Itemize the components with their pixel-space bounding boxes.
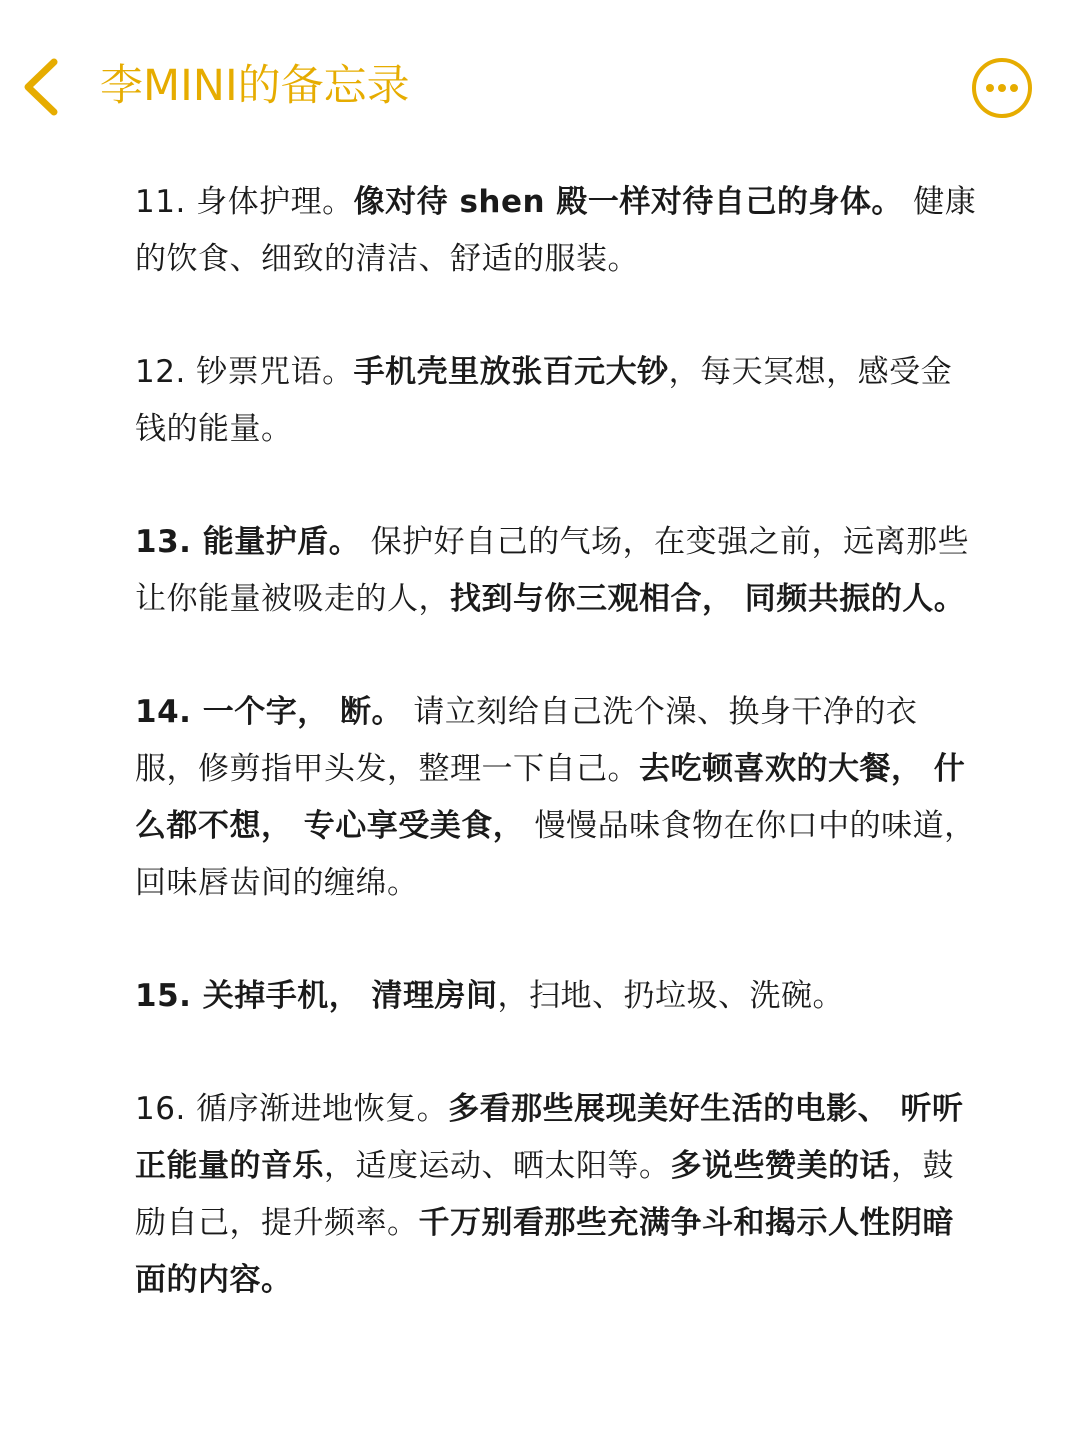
more-horizontal-icon xyxy=(971,57,1033,119)
chevron-left-icon xyxy=(14,52,74,122)
note-text: ，扫地、扔垃圾、洗碗。 xyxy=(497,978,844,1014)
note-text-bold: 多说些赞美的话 xyxy=(670,1148,891,1184)
note-item-12 xyxy=(135,344,980,458)
note-text-bold: 14. 一个字， 断。 xyxy=(135,694,404,730)
note-item-13 xyxy=(135,514,980,628)
note-item-15 xyxy=(135,968,980,1025)
note-text-bold: 13. 能量护盾。 xyxy=(135,524,361,560)
note-text-bold: 多看那些展现美好生活的电影、 听听正能量的音乐 xyxy=(135,1091,964,1184)
note-text-bold: 手机壳里放张百元大钞 xyxy=(353,354,669,390)
note-text: 保护好自己的气场，在变强之前，远离那些让你能量被吸走的人， xyxy=(135,524,970,617)
note-text: 慢慢品味食物在你口中的味道，回味唇齿间的缠绵。 xyxy=(135,808,976,901)
note-item-11 xyxy=(135,174,980,288)
note-text: 12. 钞票咒语。 xyxy=(135,354,354,390)
note-text: ，鼓励自己，提升频率。 xyxy=(135,1148,954,1241)
note-text-bold: 去吃顿喜欢的大餐， 什么都不想， 专心享受美食， xyxy=(135,751,966,844)
note-text: 健康的饮食、细致的清洁、舒适的服装。 xyxy=(135,184,977,277)
note-text-bold: 像对待 shen 殿一样对待自己的身体。 xyxy=(353,184,903,220)
note-text: 11. 身体护理。 xyxy=(135,184,354,220)
note-text-bold: 找到与你三观相合， 同频共振的人。 xyxy=(450,581,966,617)
more-options-button[interactable] xyxy=(971,57,1033,119)
note-item-16 xyxy=(135,1081,980,1309)
note-content[interactable] xyxy=(135,174,980,1309)
note-text: 16. 循序渐进地恢复。 xyxy=(135,1091,449,1127)
app-header xyxy=(0,0,1080,175)
note-item-14 xyxy=(135,684,980,912)
note-text-bold: 千万别看那些充满争斗和揭示人性阴暗面的内容。 xyxy=(135,1205,954,1298)
note-text: ，适度运动、晒太阳等。 xyxy=(324,1148,671,1184)
back-button[interactable] xyxy=(14,52,74,122)
page-title: 李MINI的备忘录 xyxy=(100,61,410,111)
note-text: 请立刻给自己洗个澡、换身干净的衣服，修剪指甲头发，整理一下自己。 xyxy=(135,694,918,787)
note-text: ，每天冥想，感受金钱的能量。 xyxy=(135,354,953,447)
note-text-bold: 15. 关掉手机， 清理房间 xyxy=(135,978,498,1014)
